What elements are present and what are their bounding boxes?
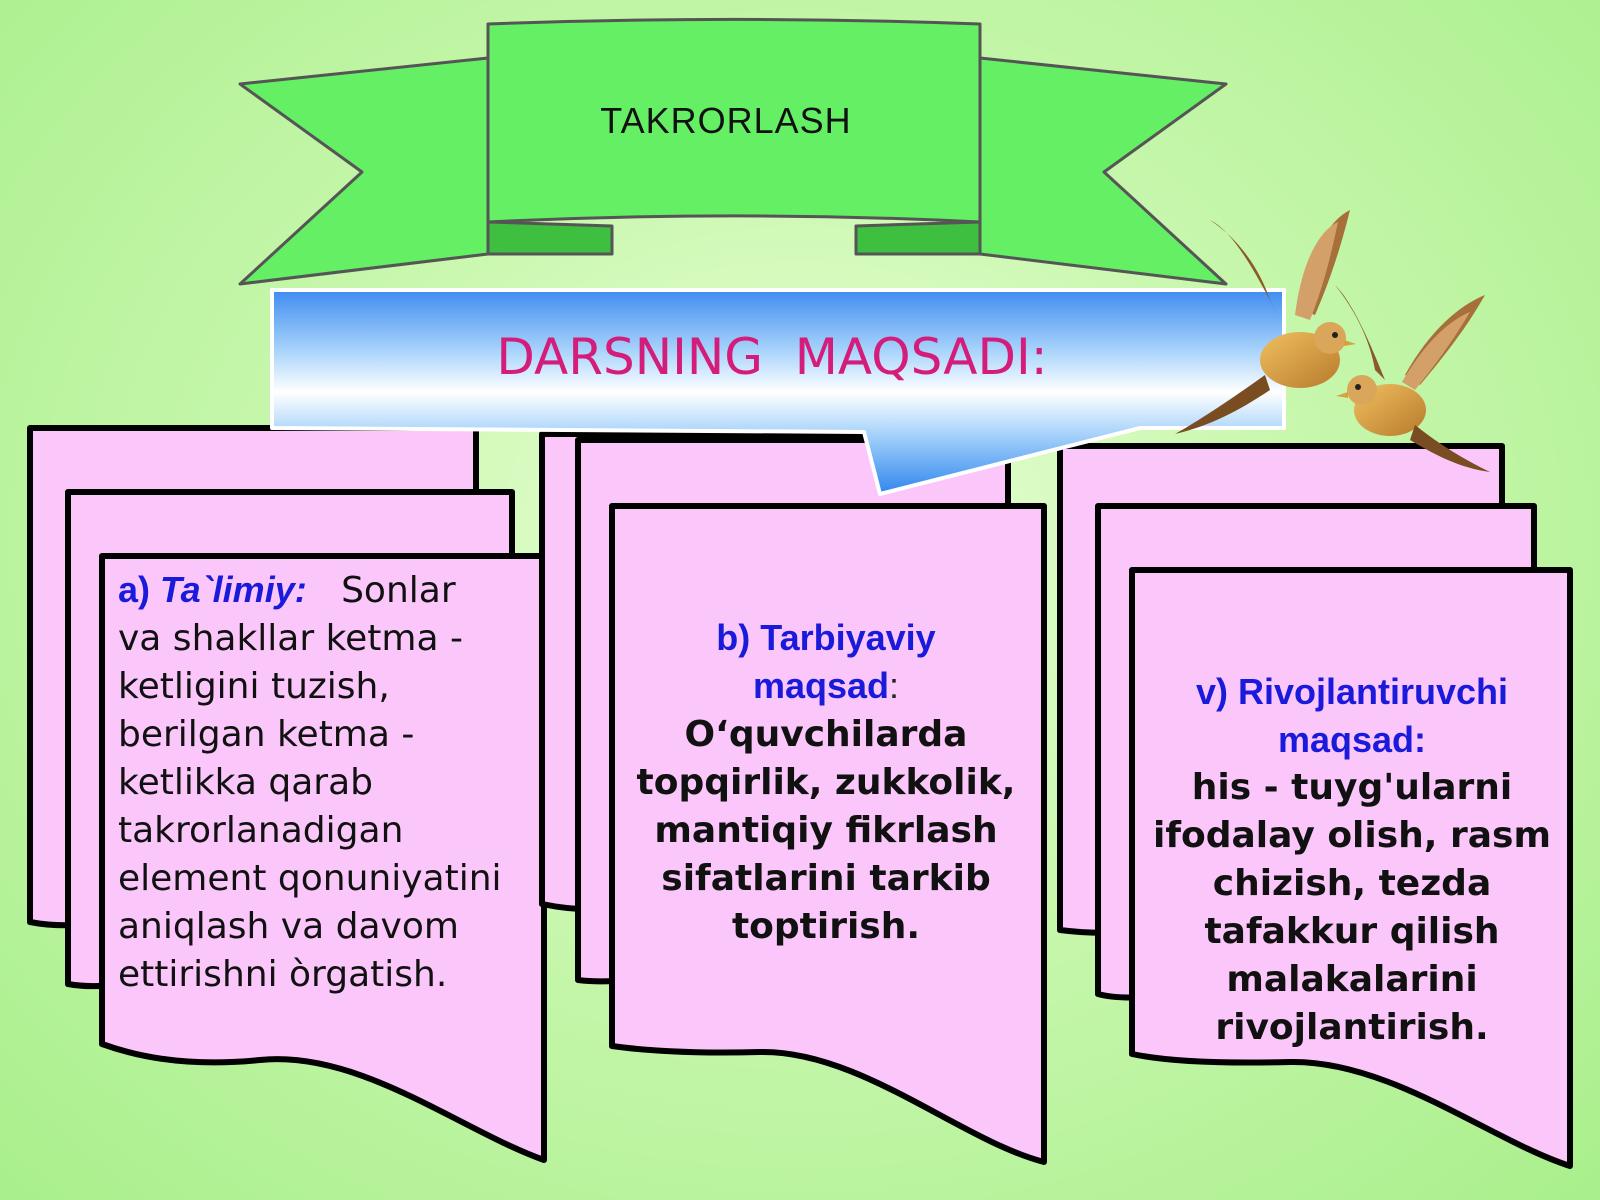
card-c-line: chizish, tezda xyxy=(1212,863,1492,904)
card-c-line: his - tuyg'ularni xyxy=(1191,767,1513,808)
card-b-label-line1: b) Tarbiyaviy xyxy=(716,617,936,658)
ribbon-right-tail xyxy=(980,58,1226,284)
card-b-text xyxy=(616,614,1036,951)
card-c-line: malakalarini xyxy=(1226,959,1478,1000)
card-a-line: ettirishni òrgatish. xyxy=(118,954,448,995)
card-a-label-name: Ta`limiy: xyxy=(160,569,307,610)
card-a-line: takrorlanadigan xyxy=(118,810,404,851)
card-c-line: rivojlantirish. xyxy=(1215,1007,1489,1048)
card-b-label-colon: : xyxy=(889,665,900,706)
ribbon-left-tail xyxy=(240,58,488,284)
card-a-line: va shakllar ketma - xyxy=(118,618,463,659)
card-a-line: aniqlash va davom xyxy=(118,906,459,947)
card-b-line: mantiqiy fikrlash xyxy=(654,810,998,851)
card-a-line: element qonuniyatini xyxy=(118,858,502,899)
card-c-label-line1: v) Rivojlantiruvchi xyxy=(1195,671,1509,712)
callout-title: DARSNING MAQSADI: xyxy=(496,328,1048,386)
card-b-line: toptirish. xyxy=(731,906,921,947)
ribbon-left-fold xyxy=(488,222,612,254)
card-b-line: O‘quvchilarda xyxy=(684,714,968,755)
card-a-line: berilgan ketma - xyxy=(118,714,415,755)
card-b-label-line2: maqsad xyxy=(752,665,890,706)
ribbon-banner xyxy=(240,20,1226,285)
card-c-label-line2: maqsad: xyxy=(1277,719,1427,760)
ribbon-right-fold xyxy=(856,222,980,254)
card-a-line: ketlikka qarab xyxy=(118,762,374,803)
card-a-label-prefix: a) xyxy=(118,569,161,610)
card-a-line: ketligini tuzish, xyxy=(118,666,390,707)
ribbon-title: TAKRORLASH xyxy=(600,100,852,141)
card-b-line: sifatlarini tarkib xyxy=(661,858,991,899)
card-b-line: topqirlik, zukkolik, xyxy=(636,762,1016,803)
card-c-line: tafakkur qilish xyxy=(1204,911,1500,952)
card-c-line: ifodalay olish, rasm xyxy=(1153,815,1551,856)
card-a-line: Sonlar xyxy=(341,570,456,611)
card-c-text xyxy=(1126,668,1578,1052)
card-a-text xyxy=(118,566,530,999)
